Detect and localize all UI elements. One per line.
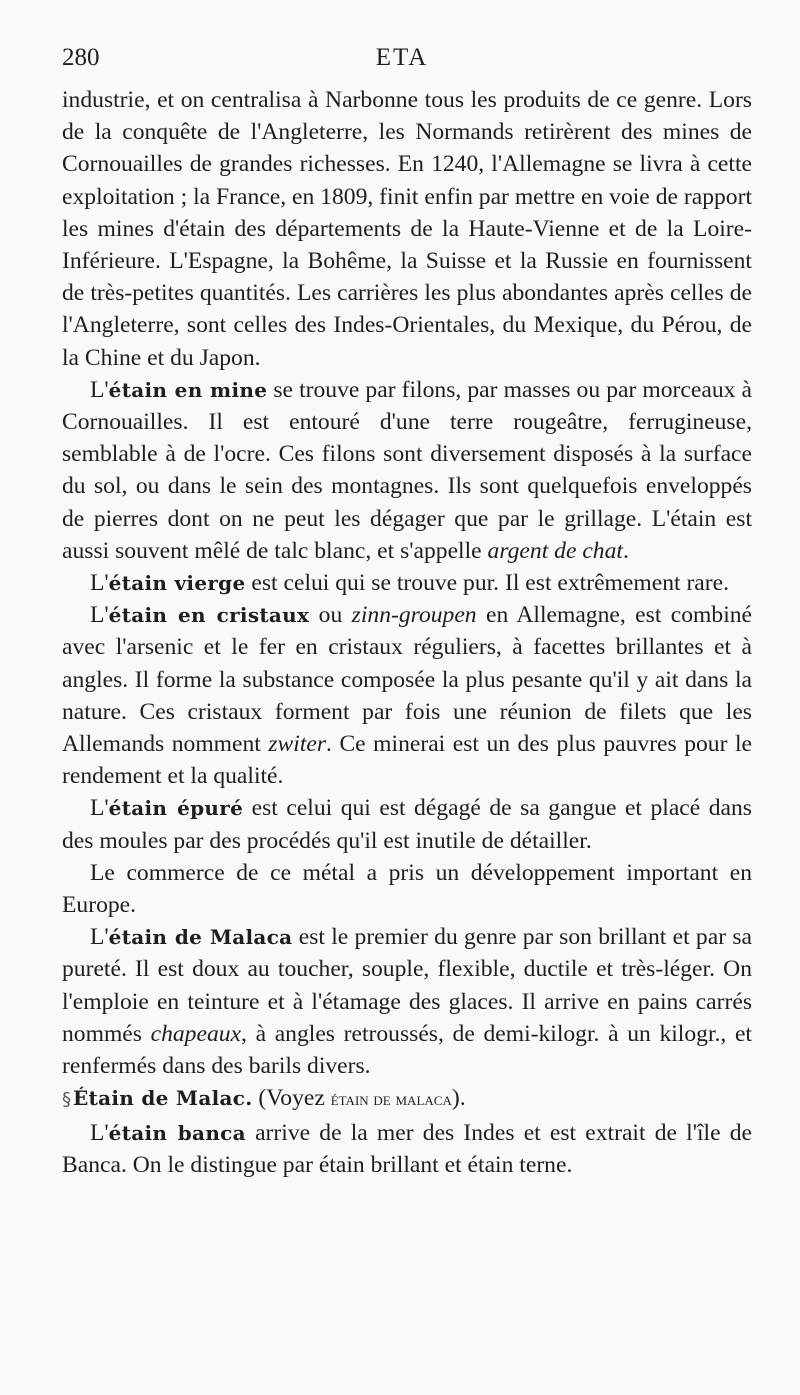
paragraph-text: arrive de la mer des Indes et est extrait de l'île de Banca. On le distingue par étain brillant et étain terne. <box>62 1119 753 1178</box>
article-prefix: L' <box>90 376 109 403</box>
entry-term: étain en cristaux <box>108 603 310 628</box>
paragraph-text: est celui qui se trouve pur. Il est extrêmement rare. <box>245 570 729 597</box>
paragraph-text: Le commerce de ce métal a pris un développement important en Europe. <box>62 859 752 919</box>
paragraph-etain-vierge <box>62 567 752 599</box>
paragraph-etain-epure <box>62 792 752 856</box>
paragraph-suffix: . <box>622 537 629 564</box>
italic-term: zwiter <box>268 731 327 758</box>
paragraph-text: . Ce minerai est un des plus pauvres pour le rendement et la qualité. <box>62 731 752 790</box>
entry-term: étain de Malaca <box>108 925 293 950</box>
paragraph-etain-en-mine <box>62 374 752 567</box>
page-body <box>62 84 752 1181</box>
entry-term: étain vierge <box>108 571 246 596</box>
entry-term: étain épuré <box>108 796 244 821</box>
paragraph-etain-de-malaca <box>62 921 752 1082</box>
paragraph-text: (Voyez <box>252 1085 331 1112</box>
paragraph-text: ou <box>309 602 352 629</box>
paragraph-etain-banca <box>62 1117 752 1181</box>
page-header <box>62 44 742 78</box>
paragraph-suffix: , à angles retroussés, de demi-kilogr. à un kilogr., et renfermés dans des barils divers. <box>62 1020 752 1080</box>
paragraph-etain-de-malac <box>62 1082 752 1116</box>
entry-term: étain banca <box>108 1120 246 1145</box>
article-prefix: L' <box>90 795 109 822</box>
running-head: ETA <box>375 44 429 71</box>
italic-term: chapeaux <box>150 1020 242 1047</box>
section-marker: § <box>62 1089 71 1111</box>
page-number: 280 <box>62 44 100 71</box>
paragraph-text: en Allemagne, est combiné avec l'arsenic et le fer en cristaux réguliers, à facettes brillantes et à angles. Il forme la substance composée la plus pesante qu'il y ait dans la nature. Ces cristaux forment par fois une réunion de filets que les Allemands nomment <box>62 602 753 758</box>
cross-reference: étain de malaca <box>330 1089 452 1111</box>
italic-term: zinn-groupen <box>351 602 477 629</box>
article-prefix: L' <box>90 602 109 629</box>
paragraph-text: ). <box>451 1085 466 1112</box>
entry-term: Étain de Malac. <box>73 1086 253 1111</box>
article-prefix: L' <box>90 924 109 951</box>
paragraph-etain-en-cristaux <box>62 599 752 792</box>
paragraph-continuation <box>62 84 752 374</box>
entry-term: étain en mine <box>108 377 268 402</box>
italic-term: argent de chat <box>487 537 623 564</box>
paragraph-text: industrie, et on centralisa à Narbonne tous les produits de ce genre. Lors de la conquête de l'Angleterre, les Normands retirèrent des mines de Cornouailles de grandes richesses. En 1240, l'Allemagne se livra à cette exploitation ; la France, en 1809, finit enfin par mettre en voie de rapport les mines d'étain des départements de la Haute-Vienne et de la Loire-Inférieure. L'Espagne, la Bohême, la Suisse et la Russie en fournissent de très-petites quantités. Les carrières les plus abondantes après celles de l'Angleterre, sont celles des Indes-Orientales, du Mexique, du Pérou, de la Chine et du Japon. <box>62 87 752 371</box>
paragraph-commerce <box>62 857 752 921</box>
paragraph-text: est le premier du genre par son brillant et par sa pureté. Il est doux au toucher, souple, flexible, ductile et très-léger. On l'emploie en teinture et à l'étamage des glaces. Il arrive en pains carrés nommés <box>62 924 752 1047</box>
article-prefix: L' <box>90 1119 109 1146</box>
paragraph-text: est celui qui est dégagé de sa gangue et placé dans des moules par des procédés qu'il est inutile de détailler. <box>62 795 752 854</box>
article-prefix: L' <box>90 570 109 597</box>
paragraph-text: se trouve par filons, par masses ou par morceaux à Cornouailles. Il est entouré d'une terre rougeâtre, ferrugineuse, semblable à de l'ocre. Ces filons sont diversement disposés à la surface du sol, ou dans le sein des montagnes. Ils sont quelquefois enveloppés de pierres dont on ne peut les dégager que par le grillage. L'étain est aussi souvent mêlé de talc blanc, et s'appelle <box>62 376 752 564</box>
